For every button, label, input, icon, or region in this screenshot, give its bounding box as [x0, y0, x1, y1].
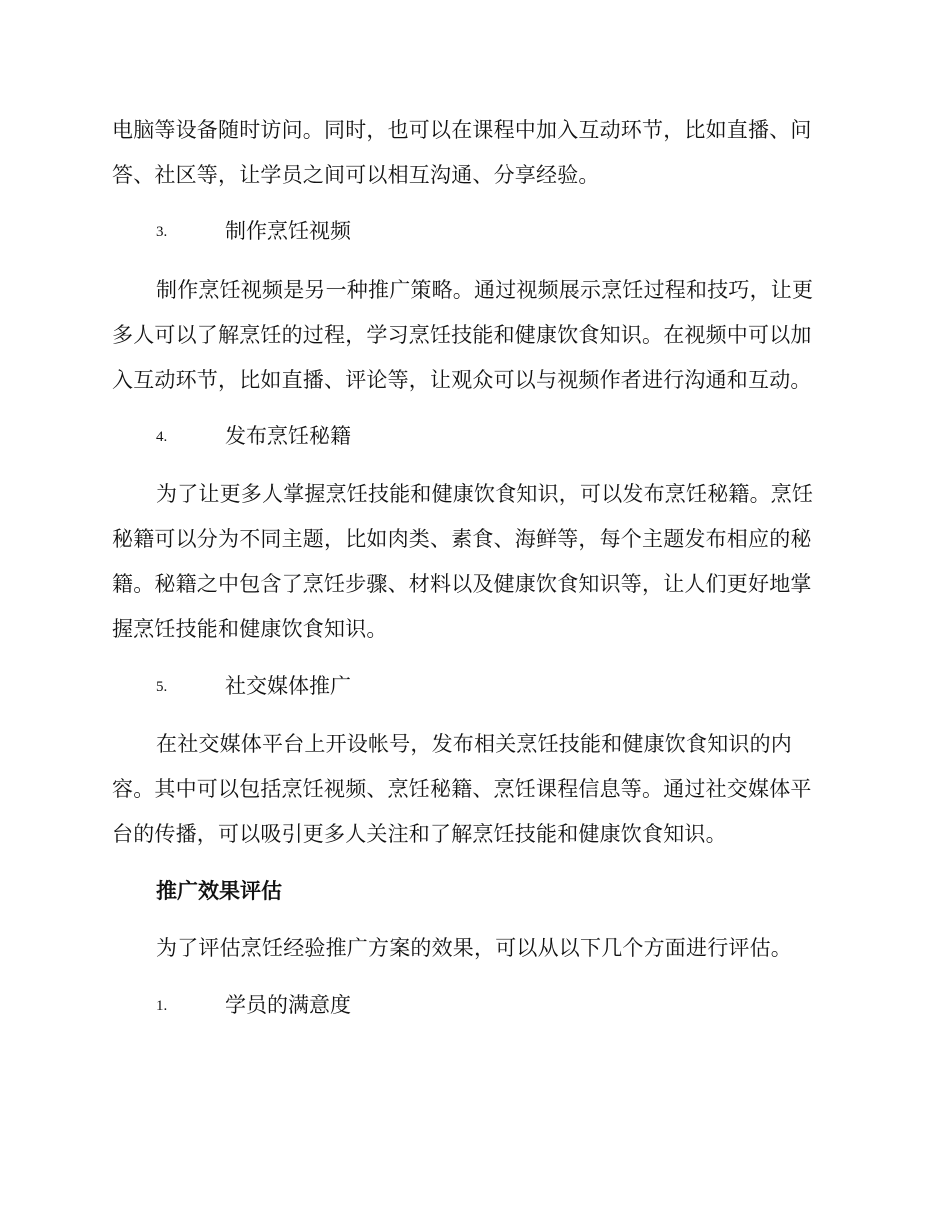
list-number: 5. — [156, 679, 168, 695]
paragraph-line: 入互动环节，比如直播、评论等，让观众可以与视频作者进行沟通和互动。 — [112, 368, 812, 392]
paragraph-line: 籍。秘籍之中包含了烹饪步骤、材料以及健康饮食知识等，让人们更好地掌 — [112, 572, 812, 596]
list-item-title: 制作烹饪视频 — [225, 219, 351, 243]
list-item-title: 社交媒体推广 — [225, 674, 351, 698]
paragraph-line: 握烹饪技能和健康饮食知识。 — [112, 617, 388, 641]
paragraph-line: 多人可以了解烹饪的过程，学习烹饪技能和健康饮食知识。在视频中可以加 — [112, 323, 812, 347]
paragraph-line: 在社交媒体平台上开设帐号，发布相关烹饪技能和健康饮食知识的内 — [156, 732, 792, 756]
list-number: 3. — [156, 224, 168, 240]
paragraph-line: 容。其中可以包括烹饪视频、烹饪秘籍、烹饪课程信息等。通过社交媒体平 — [112, 777, 812, 801]
paragraph-line: 为了评估烹饪经验推广方案的效果，可以从以下几个方面进行评估。 — [156, 936, 792, 960]
paragraph-line: 台的传播，可以吸引更多人关注和了解烹饪技能和健康饮食知识。 — [112, 822, 727, 846]
list-item-title: 学员的满意度 — [225, 993, 351, 1017]
paragraph-line: 电脑等设备随时访问。同时，也可以在课程中加入互动环节，比如直播、问 — [112, 118, 812, 142]
paragraph-line: 制作烹饪视频是另一种推广策略。通过视频展示烹饪过程和技巧，让更 — [156, 278, 814, 302]
paragraph-line: 答、社区等，让学员之间可以相互沟通、分享经验。 — [112, 163, 600, 187]
list-number: 4. — [156, 429, 168, 445]
list-number: 1. — [156, 998, 168, 1014]
paragraph-line: 为了让更多人掌握烹饪技能和健康饮食知识，可以发布烹饪秘籍。烹饪 — [156, 482, 814, 506]
paragraph-line: 秘籍可以分为不同主题，比如肉类、素食、海鲜等，每个主题发布相应的秘 — [112, 527, 812, 551]
section-heading: 推广效果评估 — [156, 878, 282, 903]
list-item-title: 发布烹饪秘籍 — [225, 424, 351, 448]
